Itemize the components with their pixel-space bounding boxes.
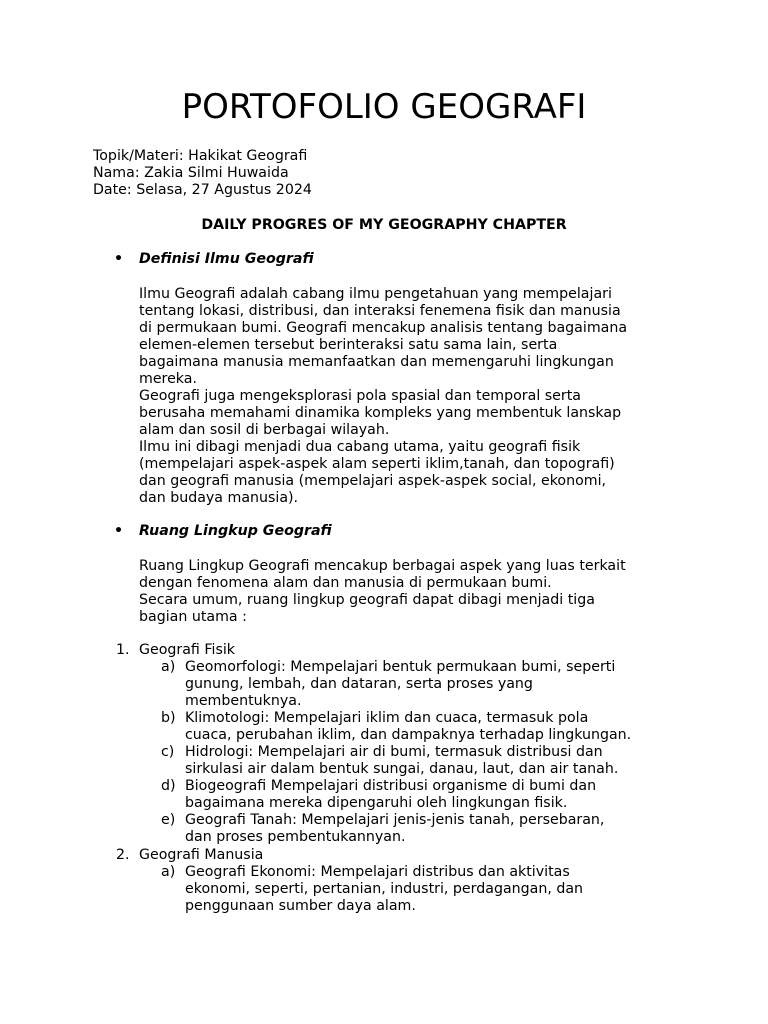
paragraph-line: elemen-elemen tersebut berinteraksi satu sama lain, serta bbox=[139, 337, 558, 353]
sub-line: Geografi Tanah: Mempelajari jenis-jenis tanah, persebaran, bbox=[185, 812, 605, 828]
sub-letter: a) bbox=[161, 659, 176, 675]
section-paragraph-ruang-lingkup bbox=[139, 558, 626, 626]
list-label: Geografi Manusia bbox=[139, 847, 264, 863]
sub-line: Geomorfologi: Mempelajari bentuk permukaan bumi, seperti bbox=[185, 659, 616, 675]
sub-letter: c) bbox=[161, 744, 175, 760]
meta-topik: Topik/Materi: Hakikat Geografi bbox=[93, 148, 308, 164]
list-number: 2. bbox=[116, 847, 130, 863]
paragraph-line: mereka. bbox=[139, 371, 197, 387]
meta-nama: Nama: Zakia Silmi Huwaida bbox=[93, 165, 289, 181]
section-heading-ruang-lingkup bbox=[114, 522, 332, 540]
paragraph-line: Ilmu Geografi adalah cabang ilmu pengetahuan yang mempelajari bbox=[139, 286, 612, 302]
paragraph-line: bagian utama : bbox=[139, 609, 247, 625]
sub-line: dan proses pembentukannyan. bbox=[185, 829, 406, 845]
sub-line: Hidrologi: Mempelajari air di bumi, termasuk distribusi dan bbox=[185, 744, 603, 760]
sub-letter: d) bbox=[161, 778, 176, 794]
sub-line: Geografi Ekonomi: Mempelajari distribus dan aktivitas bbox=[185, 864, 570, 880]
sub-line: gunung, lembah, dan dataran, serta proses yang bbox=[185, 676, 533, 692]
paragraph-line: berusaha memahami dinamika kompleks yang membentuk lanskap bbox=[139, 405, 622, 421]
sub-line: sirkulasi air dalam bentuk sungai, danau, laut, dan air tanah. bbox=[185, 761, 619, 777]
sub-letter: b) bbox=[161, 710, 176, 726]
sub-line: membentuknya. bbox=[185, 693, 302, 709]
meta-date: Date: Selasa, 27 Agustus 2024 bbox=[93, 182, 312, 198]
section-heading-text: Ruang Lingkup Geografi bbox=[139, 523, 332, 539]
sub-line: Biogeografi Mempelajari distribusi organisme di bumi dan bbox=[185, 778, 597, 794]
sub-line: Klimotologi: Mempelajari iklim dan cuaca, termasuk pola bbox=[185, 710, 589, 726]
paragraph-line: (mempelajari aspek-aspek alam seperti iklim,tanah, dan topografi) bbox=[139, 456, 615, 472]
list-number: 1. bbox=[116, 642, 130, 658]
sub-line: bagaimana mereka dipengaruhi oleh lingkungan fisik. bbox=[185, 795, 568, 811]
list-item-geografi-manusia bbox=[116, 847, 263, 864]
list-item-geografi-fisik bbox=[116, 642, 235, 659]
paragraph-line: Ruang Lingkup Geografi mencakup berbagai aspek yang luas terkait bbox=[139, 558, 626, 574]
paragraph-line: Geografi juga mengeksplorasi pola spasial dan temporal serta bbox=[139, 388, 581, 404]
paragraph-line: dan budaya manusia). bbox=[139, 490, 299, 506]
paragraph-line: tentang lokasi, distribusi, dan interaksi fenemena fisik dan manusia bbox=[139, 303, 621, 319]
meta-block bbox=[93, 148, 312, 199]
sub-line: penggunaan sumber daya alam. bbox=[185, 898, 416, 914]
bullet-icon: • bbox=[114, 523, 124, 539]
section-heading-text: Definisi Ilmu Geografi bbox=[139, 251, 314, 267]
section-heading-definisi bbox=[114, 250, 314, 268]
section-paragraph-definisi bbox=[139, 286, 627, 507]
paragraph-line: di permukaan bumi. Geografi mencakup analisis tentang bagaimana bbox=[139, 320, 628, 336]
sub-letter: a) bbox=[161, 864, 176, 880]
paragraph-line: Secara umum, ruang lingkup geografi dapat dibagi menjadi tiga bbox=[139, 592, 595, 608]
paragraph-line: dengan fenomena alam dan manusia di permukaan bumi. bbox=[139, 575, 552, 591]
chapter-heading: DAILY PROGRES OF MY GEOGRAPHY CHAPTER bbox=[201, 217, 567, 233]
bullet-icon: • bbox=[114, 251, 124, 267]
sub-letter: e) bbox=[161, 812, 176, 828]
list-label: Geografi Fisik bbox=[139, 642, 236, 658]
paragraph-line: alam dan sosil di berbagai wilayah. bbox=[139, 422, 390, 438]
paragraph-line: bagaimana manusia memanfaatkan dan memengaruhi lingkungan bbox=[139, 354, 614, 370]
paragraph-line: dan geografi manusia (mempelajari aspek-aspek social, ekonomi, bbox=[139, 473, 607, 489]
sub-line: cuaca, perubahan iklim, dan dampaknya terhadap lingkungan. bbox=[185, 727, 632, 743]
sub-line: ekonomi, seperti, pertanian, industri, perdagangan, dan bbox=[185, 881, 584, 897]
paragraph-line: Ilmu ini dibagi menjadi dua cabang utama, yaitu geografi fisik bbox=[139, 439, 581, 455]
page-title: PORTOFOLIO GEOGRAFI bbox=[181, 87, 587, 127]
